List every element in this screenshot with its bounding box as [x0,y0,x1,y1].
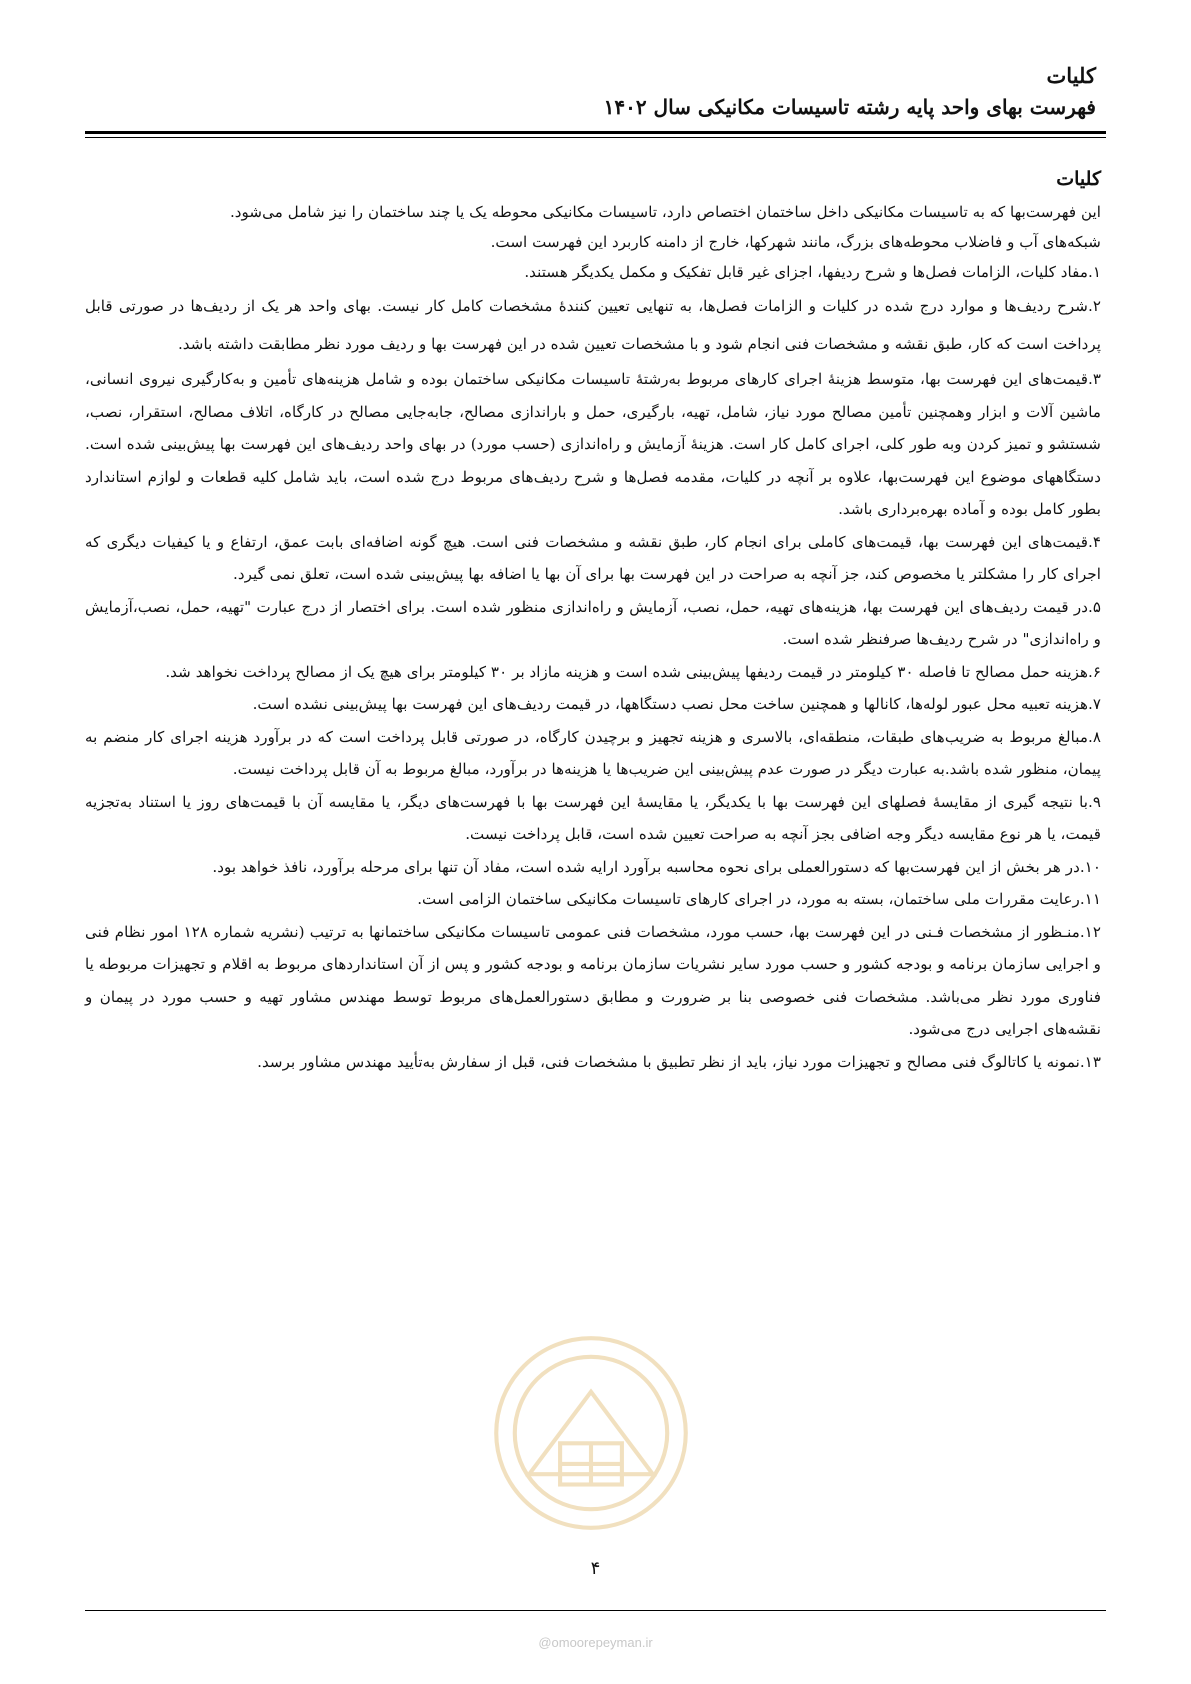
document-body [85,165,1101,1078]
page-header [95,60,1096,122]
paragraph-item-1: ۱.مفاد کلیات، الزامات فصل‌ها و شرح ردیفها، اجزای غیر قابل تفکیک و مکمل یکدیگر هستند. [524,263,1101,281]
paragraph-item-9: ۹.با نتیجه گیری از مقایسهٔ فصلهای این فهرست بها با یکدیگر، یا مقایسهٔ این فهرست بها با فهرست‌های دیگر، یا مقایسه آن با قیمت‌های روز یا استناد به‌تجزیه قیمت، یا هر نوع مقایسه دیگر وجه اضافی بجز آنچه به صراحت تعیین شده است، قابل پرداخت نیست. [85,792,1101,843]
paragraph-item-10: ۱۰.در هر بخش از این فهرست‌بها که دستورالعملی برای نحوه محاسبه برآورد ارایه شده است، مفاد آن تنها برای مرحله برآورد، نافذ خواهد بود. [212,857,1101,876]
paragraph-item-5: ۵.در قیمت ردیف‌های این فهرست بها، هزینه‌های تهیه، حمل، نصب، آزمایش و راه‌اندازی منظور شده است. برای اختصار از درج عبارت "تهیه، حمل، نصب،آزمایش و راه‌اندازی" در شرح ردیف‌ها صرفنظر شده است. [85,597,1101,648]
footer-rule [85,1610,1106,1611]
paragraph-item-2: ۲.شرح ردیف‌ها و موارد درج شده در کلیات و الزامات فصل‌ها، به تنهایی تعیین کنندهٔ مشخصات کامل کار نیست. بهای واحد هر یک از ردیف‌ها در صورتی قابل پرداخت است که کار، طبق نقشه و مشخصات فنی انجام شود و با مشخصات تعیین شده در این فهرست بها و ردیف مورد نظر مطابقت داشته باشد. [85,297,1101,353]
paragraph-intro-1: این فهرست‌بها که به تاسیسات مکانیکی داخل ساختمان اختصاص دارد، تاسیسات مکانیکی محوطه یک یا چند ساختمان را نیز شامل می‌شود. [229,203,1101,221]
paragraph-intro-2: شبکه‌های آب و فاضلاب محوطه‌های بزرگ، مانند شهرکها، خارج از دامنه کاربرد این فهرست است. [490,233,1101,251]
paragraph-item-3: ۳.قیمت‌های این فهرست بها، متوسط هزینهٔ اجرای کارهای مربوط به‌رشتهٔ تاسیسات مکانیکی ساختمان بوده و شامل هزینه‌های تأمین و به‌کارگیری نیروی انسانی، ماشین آلات و ابزار وهمچنین تأمین مصالح مورد نیاز، شامل، تهیه، بارگیری، حمل و باراندازی مصالح، جابه‌جایی مصالح در کارگاه، اتلاف مصالح، استقرار، نصب، شستشو و تمیز کردن وبه طور کلی، اجرای کامل کار است. هزینهٔ آزمایش و راه‌اندازی (حسب مورد) در بهای واحد ردیف‌های این فهرست بها پیش‌بینی شده است. دستگاههای موضوع این فهرست‌بها، علاوه بر آنچه در کلیات، مقدمه فصل‌ها و شرح ردیف‌های مربوط درج شده است، باید شامل کلیه قطعات و لوازم استاندارد بطور کامل بوده و آماده بهره‌برداری باشد. [85,370,1101,518]
page-number: ۴ [590,1558,601,1579]
header-rule-thick [85,131,1106,134]
paragraph-item-12: ۱۲.منـظور از مشخصات فـنی در این فهرست بها، حسب مورد، مشخصات فنی عمومی تاسیسات مکانیکی ساختمانها به ترتیب (نشریه شماره ۱۲۸ امور نظام فنی و اجرایی سازمان برنامه و بودجه کشور و حسب مورد سایر نشریات سازمان برنامه و بودجه کشور و پس از آن استانداردهای مربوط به اقلام و تجهیزات مربوطه یا فناوری مورد نظر می‌باشد. مشخصات فنی خصوصی بنا بر ضرورت و مطابق دستورالعمل‌های مربوط توسط مهندس مشاور تهیه و حسب مورد در پیمان و نقشه‌های اجرایی درج می‌شود. [85,922,1101,1038]
paragraph-item-7: ۷.هزینه تعبیه محل عبور لوله‌ها، کانالها و همچنین ساخت محل نصب دستگاهها، در قیمت ردیف‌های این فهرست بها پیش‌بینی نشده است. [252,695,1101,713]
paragraph-item-13: ۱۳.نمونه یا کاتالوگ فنی مصالح و تجهیزات مورد نیاز، باید از نظر تطبیق با مشخصات فنی، قبل از سفارش به‌تأیید مهندس مشاور برسد. [257,1052,1101,1071]
paragraph-item-8: ۸.مبالغ مربوط به ضریب‌های طبقات، منطقه‌ای، بالاسری و هزینه تجهیز و برچیدن کارگاه، در صورتی قابل پرداخت است که در برآورد هزینه اجرای کار منضم به پیمان، منظور شده باشد.به عبارت دیگر در صورت عدم پیش‌بینی این ضریب‌ها یا هزینه‌ها در برآورد، مبالغ مربوط به آن قابل پرداخت نیست. [85,727,1101,778]
paragraph-item-11: ۱۱.رعایت مقررات ملی ساختمان، بسته به مورد، در اجرای کارهای تاسیسات مکانیکی ساختمان الزامی است. [417,890,1101,908]
paragraph-item-6: ۶.هزینه حمل مصالح تا فاصله ۳۰ کیلومتر در قیمت ردیفها پیش‌بینی شده است و هزینه مازاد بر ۳۰ کیلومتر برای هیچ یک از مصالح پرداخت نخواهد شد. [165,662,1101,681]
header-subtitle: فهرست بهای واحد پایه رشته تاسیسات مکانیکی سال ۱۴۰۲ [603,95,1096,119]
header-rule-thin [85,137,1106,138]
section-title: کلیات [1056,168,1101,190]
paragraph-item-4: ۴.قیمت‌های این فهرست بها، قیمت‌های کاملی برای انجام کار، طبق نقشه و مشخصات فنی است. هیچ گونه اضافه‌ای بابت عمق، ارتفاع و یا کیفیات دیگری که اجرای کار را مشکلتر یا مخصوص کند، جز آنچه به صراحت در این فهرست بها برای آن بها یا اضافه بها پیش‌بینی شده است، تعلق نمی گیرد. [85,532,1101,583]
footer-watermark-text: @omoorepeyman.ir [538,1635,653,1650]
watermark-logo-icon [488,1330,694,1536]
header-title: کلیات [1046,63,1096,88]
